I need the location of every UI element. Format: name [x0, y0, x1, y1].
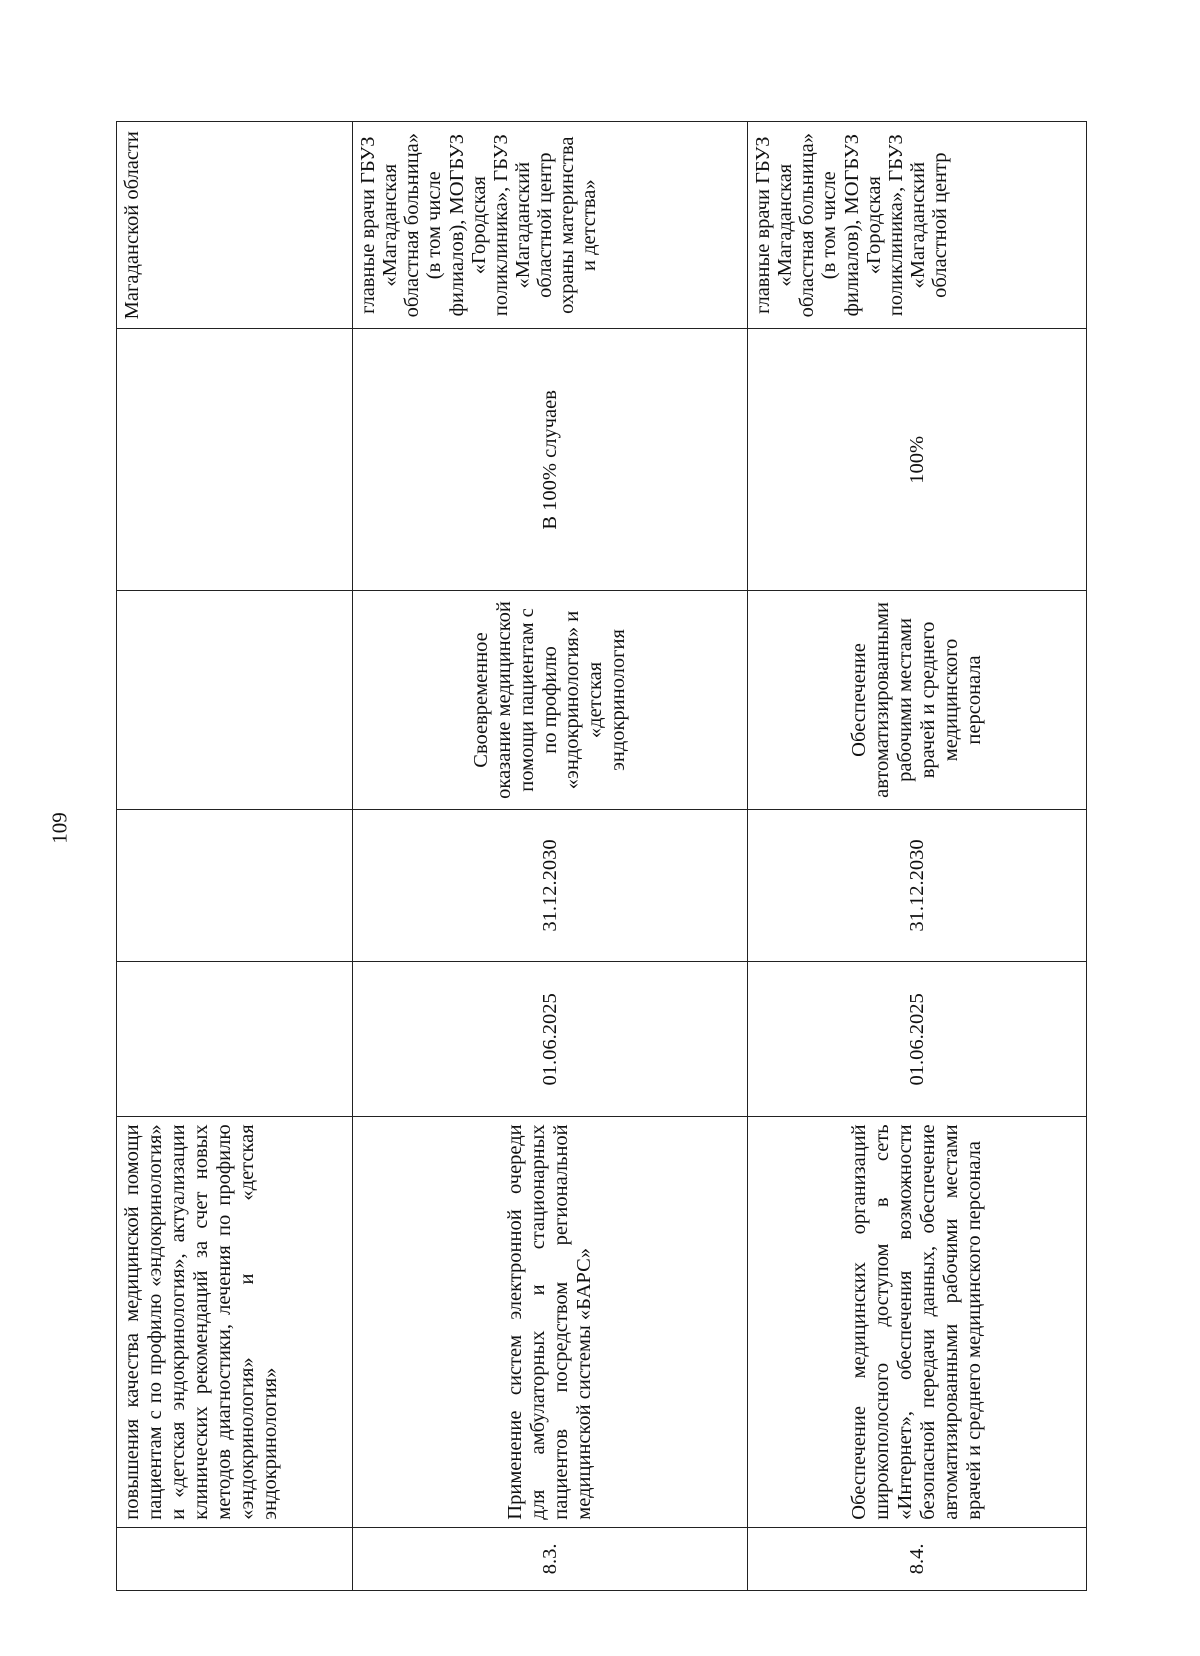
- responsible-cell: главные врачи ГБУЗ «Магаданская областная больница» (в том числе филиалов), МОГБУЗ «Городская поликлиника», ГБУЗ «Магаданский областной центр: [748, 122, 1087, 329]
- row-number-cell: [117, 1527, 353, 1590]
- table-row: [117, 122, 353, 1591]
- page-number: 109: [47, 812, 72, 844]
- end-date-cell: [117, 809, 353, 962]
- row-number-cell: 8.3.: [353, 1527, 748, 1590]
- responsible-cell: главные врачи ГБУЗ «Магаданская областная больница» (в том числе филиалов), МОГБУЗ «Городская поликлиника», ГБУЗ «Магаданский областной центр охраны материнства и детства»: [353, 122, 748, 329]
- measures-table: [116, 121, 1087, 1591]
- measure-description-cell: Обеспечение медицинских организаций широкополосного доступом в сеть «Интернет», обеспечения возможности безопасной передачи данных, обеспечение автоматизированными рабочими местами врачей и среднего медицинского персонала: [748, 1117, 1087, 1527]
- result-cell: Обеспечение автоматизированными рабочими местами врачей и среднего медицинского персонала: [748, 591, 1087, 809]
- responsible-cell: Магаданской области: [117, 122, 353, 329]
- end-date-cell: 31.12.2030: [748, 809, 1087, 962]
- indicator-cell: 100%: [748, 329, 1087, 591]
- start-date-cell: [117, 962, 353, 1117]
- result-cell: Своевременное оказание медицинской помощи пациентам с по профилю «эндокринология» и «детская эндокринология: [353, 591, 748, 809]
- row-number-cell: 8.4.: [748, 1527, 1087, 1590]
- rotated-table-sheet: [116, 121, 1086, 1591]
- measure-description-cell: Применение систем электронной очереди для амбулаторных и стационарных пациентов посредством региональной медицинской системы «БАРС»: [353, 1117, 748, 1527]
- indicator-cell: [117, 329, 353, 591]
- table-row: [748, 122, 1087, 1591]
- start-date-cell: 01.06.2025: [353, 962, 748, 1117]
- result-cell: [117, 591, 353, 809]
- indicator-cell: В 100% случаев: [353, 329, 748, 591]
- table-row: [353, 122, 748, 1591]
- end-date-cell: 31.12.2030: [353, 809, 748, 962]
- measure-description-cell: повышения качества медицинской помощи пациентам с по профилю «эндокринология» и «детская эндокринология», актуализации клинических рекомендаций за счет новых методов диагностики, лечения по профилю «эндокринология» и «детская эндокринология»: [117, 1117, 353, 1527]
- start-date-cell: 01.06.2025: [748, 962, 1087, 1117]
